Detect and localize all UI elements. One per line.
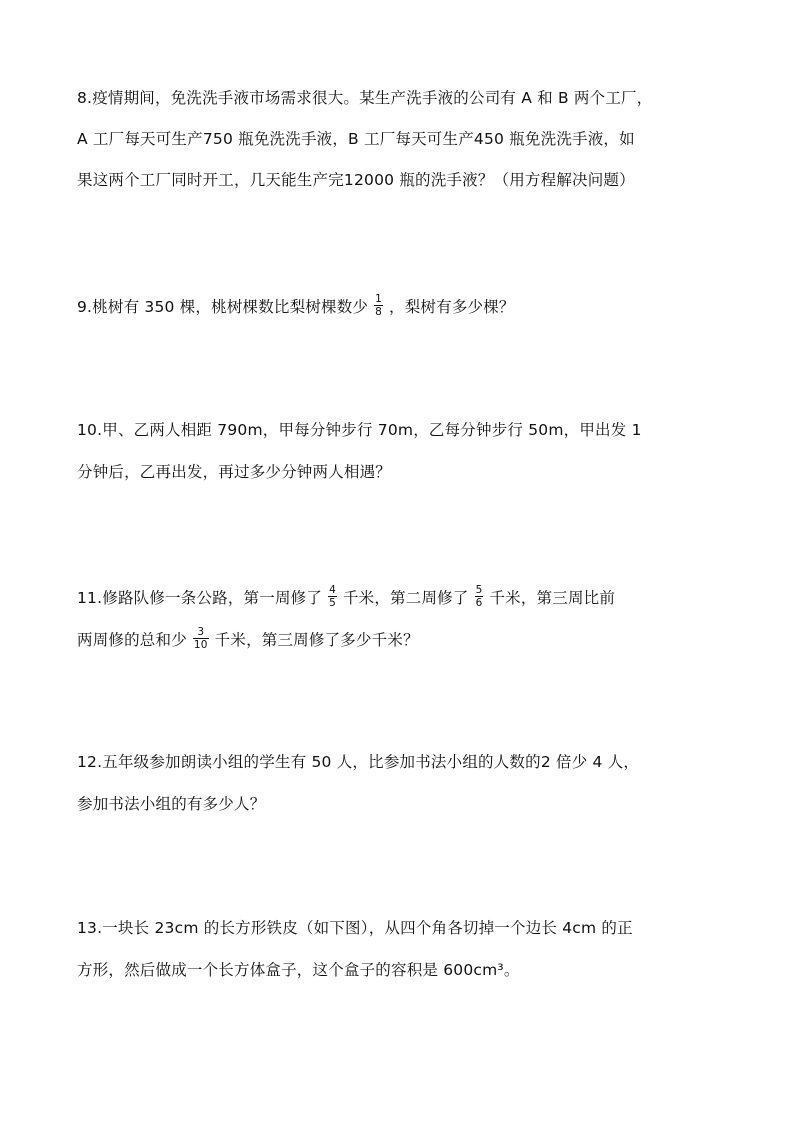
problem-12-line-1: 12.五年级参加朗读小组的学生有 50 人，比参加书法小组的人数的2 倍少 4 人， (77, 753, 640, 771)
problem-10-line-2: 分钟后，乙再出发，再过多少分钟两人相遇？ (77, 463, 392, 481)
fraction-denominator: 6 (475, 597, 483, 609)
fraction-one-eighth (374, 293, 383, 318)
fraction-numerator: 1 (375, 293, 383, 305)
problem-11-line-1 (77, 586, 727, 611)
fraction-numerator: 4 (329, 584, 336, 596)
problem-8-line-2: A 工厂每天可生产750 瓶免洗洗手液，B 工厂每天可生产450 瓶免洗洗手液，如 (77, 130, 635, 148)
problem-13-line-2: 方形，然后做成一个长方体盒子，这个盒子的容积是 600cm³。 (77, 961, 520, 979)
problem-11-text-after: 千米，第三周比前 (489, 589, 616, 607)
fraction-three-tenths (193, 626, 209, 651)
problem-12-line-2: 参加书法小组的有多少人？ (77, 795, 266, 813)
fraction-denominator: 8 (375, 306, 383, 318)
problem-9-text-before: 9.桃树有 350 棵，桃树棵数比梨树棵数少 (77, 298, 369, 316)
fraction-four-fifths (328, 584, 337, 609)
fraction-numerator: 5 (475, 584, 483, 596)
fraction-denominator: 10 (193, 639, 208, 651)
problem-8-line-3: 果这两个工厂同时开工，几天能生产完12000 瓶的洗手液？（用方程解决问题） (77, 171, 635, 189)
problem-9-line-1 (77, 295, 727, 320)
problem-11-line-2 (77, 628, 727, 653)
problem-11-line-2-after: 千米，第三周修了多少千米？ (214, 631, 419, 649)
problem-11-line-2-before: 两周修的总和少 (77, 631, 187, 649)
problem-8-line-1: 8.疫情期间，免洗洗手液市场需求很大。某生产洗手液的公司有 A 和 B 两个工厂， (77, 89, 653, 107)
problem-11-text-mid: 千米，第二周修了 (342, 589, 469, 607)
fraction-numerator: 3 (193, 626, 209, 639)
problem-9-text-after: ，梨树有多少棵？ (389, 298, 515, 316)
problem-11-text-before: 11.修路队修一条公路，第一周修了 (77, 589, 323, 607)
problem-10-line-1: 10.甲、乙两人相距 790m，甲每分钟步行 70m，乙每分钟步行 50m，甲出发 1 (77, 421, 642, 439)
fraction-denominator: 5 (329, 597, 336, 609)
problem-13-line-1: 13.一块长 23cm 的长方形铁皮（如下图），从四个角各切掉一个边长 4cm 的正 (77, 919, 633, 937)
fraction-five-sixths (475, 584, 484, 609)
